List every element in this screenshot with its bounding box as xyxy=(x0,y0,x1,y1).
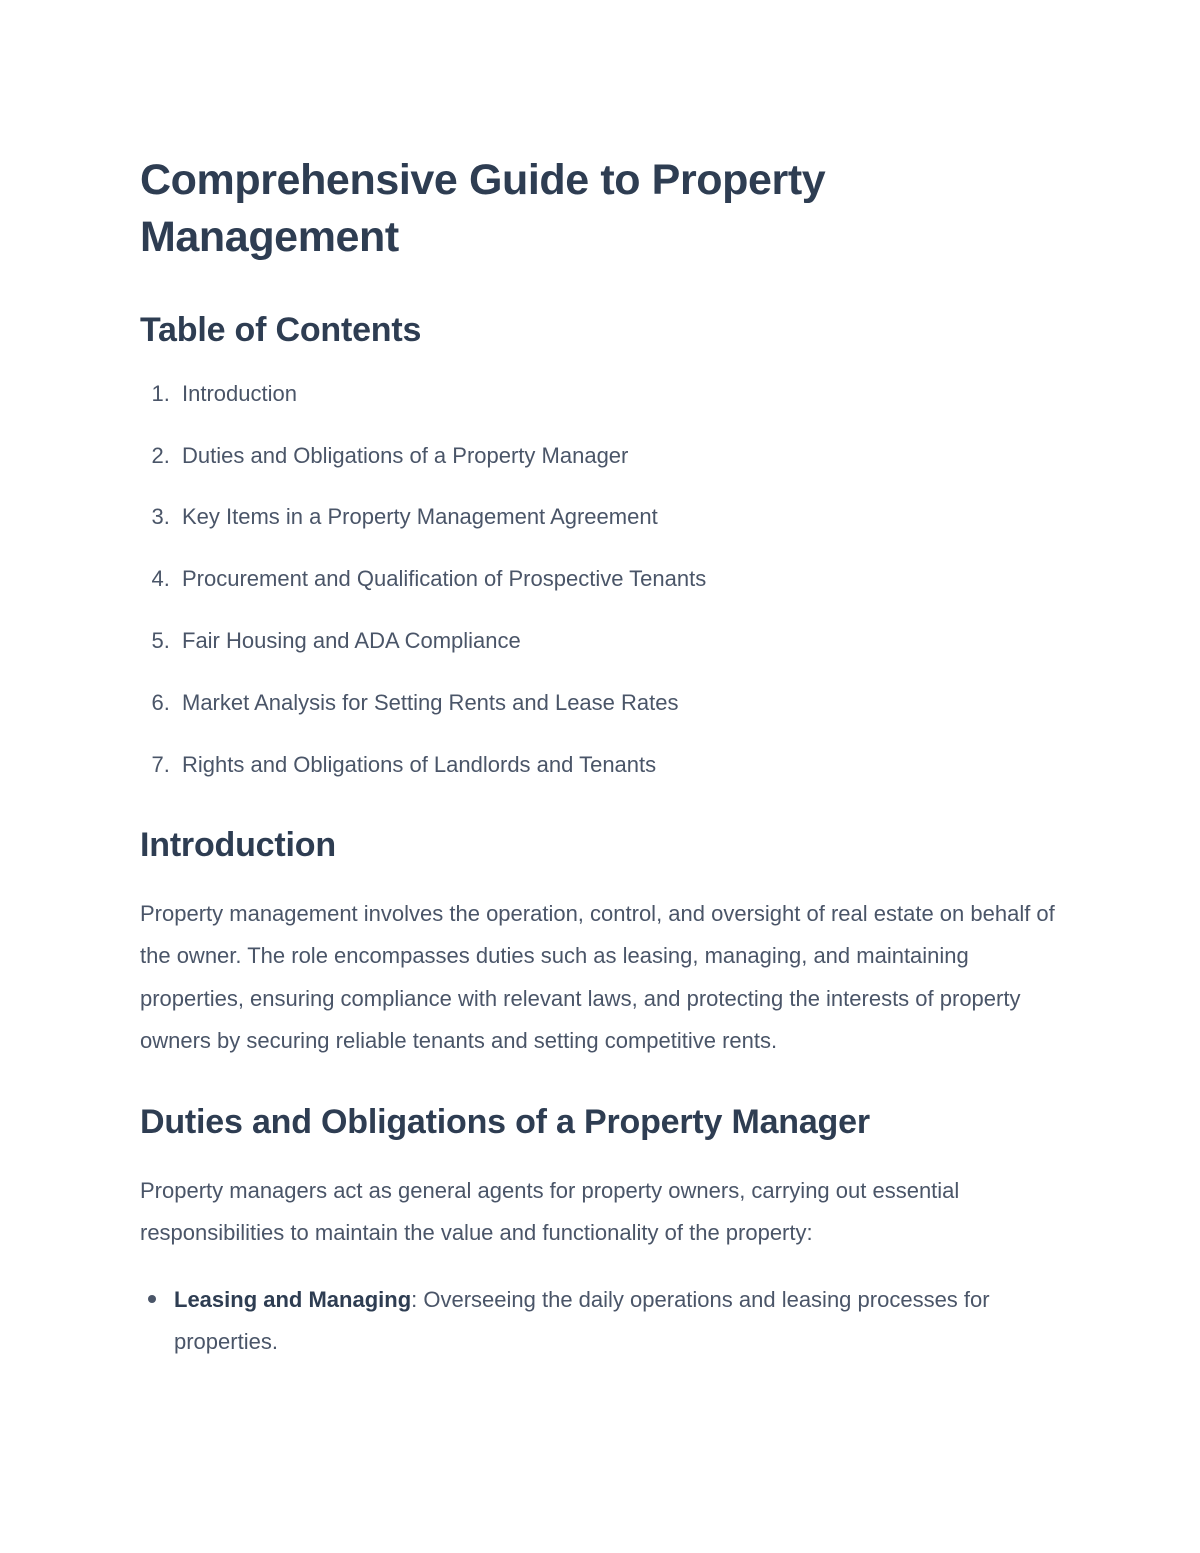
toc-item-label: Market Analysis for Setting Rents and Lease Rates xyxy=(182,690,679,716)
toc-item-introduction[interactable] xyxy=(176,378,1055,410)
table-of-contents-heading: Table of Contents xyxy=(140,310,422,349)
toc-item-label: Rights and Obligations of Landlords and Tenants xyxy=(182,752,657,778)
introduction-heading: Introduction xyxy=(140,825,336,864)
page-title: Comprehensive Guide to Property Management xyxy=(140,156,826,261)
table-of-contents-list xyxy=(140,378,1055,781)
toc-item-duties[interactable] xyxy=(176,440,1055,472)
duties-paragraph: Property managers act as general agents for property owners, carrying out essential responsibilities to maintain the value and functionality of the property: xyxy=(140,1178,960,1246)
toc-item-market-analysis[interactable] xyxy=(176,687,1055,719)
toc-item-label: Procurement and Qualification of Prospective Tenants xyxy=(182,566,707,592)
toc-item-label: Fair Housing and ADA Compliance xyxy=(182,628,521,654)
toc-item-rights-obligations[interactable] xyxy=(176,749,1055,781)
list-item xyxy=(174,1279,1055,1363)
toc-item-fair-housing[interactable] xyxy=(176,625,1055,657)
toc-item-label: Duties and Obligations of a Property Manager xyxy=(182,442,629,468)
toc-item-procurement[interactable] xyxy=(176,563,1055,595)
bullet-text: : Overseeing the daily operations and leasing processes for properties. xyxy=(174,1286,990,1354)
toc-item-label: Key Items in a Property Management Agreement xyxy=(182,504,658,530)
toc-item-label: Introduction xyxy=(182,380,297,406)
bullet-label: Leasing and Managing xyxy=(174,1286,412,1312)
duties-bullet-list xyxy=(140,1279,1055,1363)
introduction-paragraph: Property management involves the operation, control, and oversight of real estate on behalf of the owner. The role encompasses duties such as leasing, managing, and maintaining properties, ensuring compliance with relevant laws, and protecting the interests of property owners by securing reliable tenants and setting competitive rents. xyxy=(140,901,1055,1053)
toc-item-key-items[interactable] xyxy=(176,501,1055,533)
duties-heading: Duties and Obligations of a Property Manager xyxy=(140,1103,870,1142)
